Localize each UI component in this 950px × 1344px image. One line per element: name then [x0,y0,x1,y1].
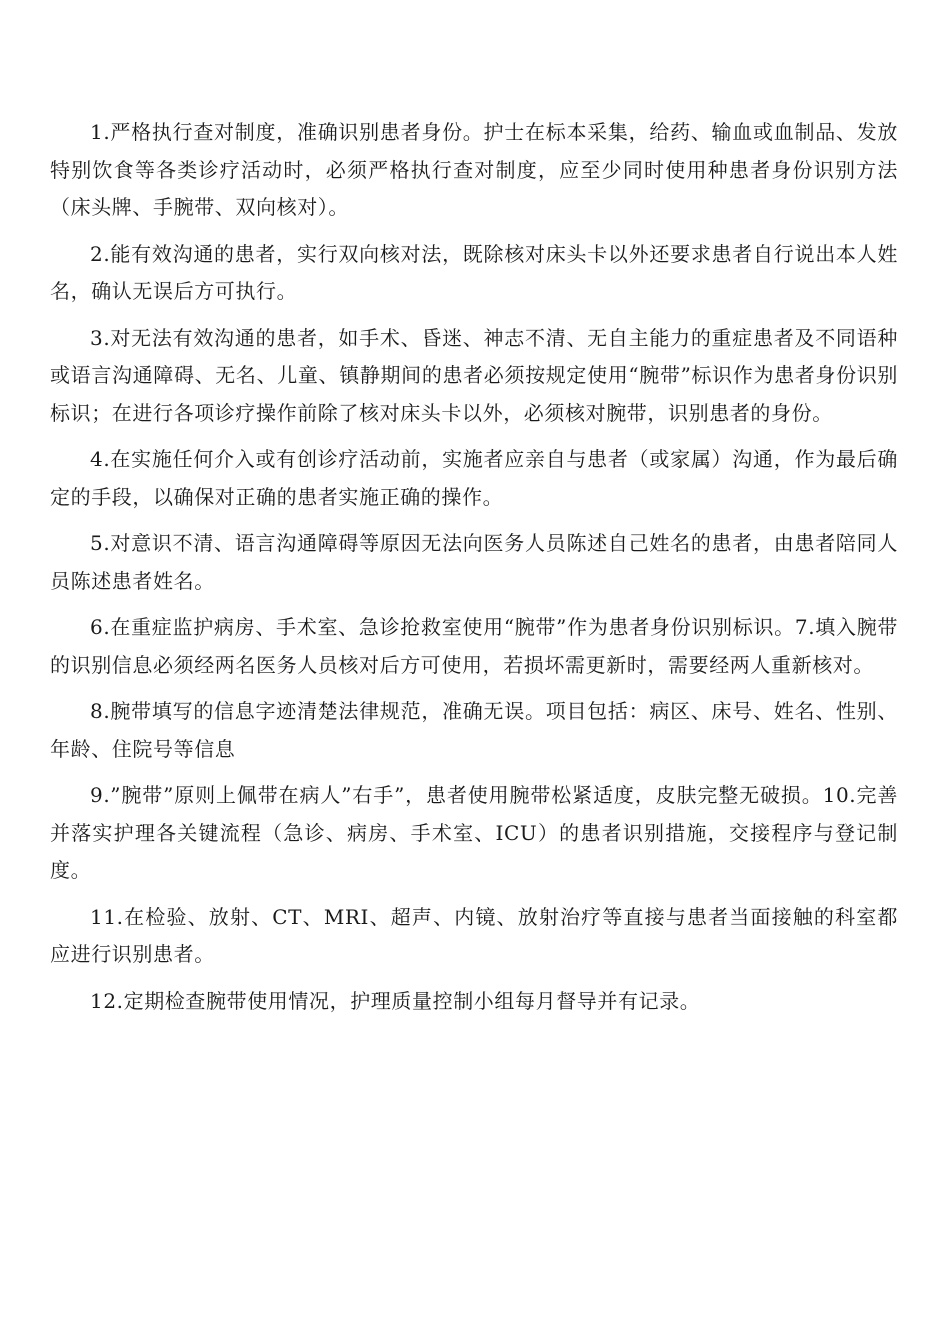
paragraph-3: 3.对无法有效沟通的患者，如手术、昏迷、神志不清、无自主能力的重症患者及不同语种或语言沟通障碍、无名、儿童、镇静期间的患者必须按规定使用“腕带”标识作为患者身份识别标识；在进行各项诊疗操作前除了核对床头卡以外，必须核对腕带，识别患者的身份。 [50,325,898,425]
paragraph-9: 11.在检验、放射、CT、MRI、超声、内镜、放射治疗等直接与患者当面接触的科室都应进行识别患者。 [50,904,898,966]
paragraph-5: 5.对意识不清、语言沟通障碍等原因无法向医务人员陈述自己姓名的患者，由患者陪同人员陈述患者姓名。 [50,531,898,593]
document-body [50,114,898,1029]
paragraph-1: 1.严格执行查对制度，准确识别患者身份。护士在标本采集，给药、输血或血制品、发放特别饮食等各类诊疗活动时，必须严格执行查对制度，应至少同时使用种患者身份识别方法（床头牌、手腕带、双向核对）。 [50,120,898,219]
paragraph-6: 6.在重症监护病房、手术室、急诊抢救室使用“腕带”作为患者身份识别标识。7.填入腕带的识别信息必须经两名医务人员核对后方可使用，若损坏需更新时，需要经两人重新核对。 [50,615,898,677]
paragraph-7: 8.腕带填写的信息字迹清楚法律规范，准确无误。项目包括：病区、床号、姓名、性别、年龄、住院号等信息 [50,699,898,761]
paragraph-10: 12.定期检查腕带使用情况，护理质量控制小组每月督导并有记录。 [90,988,701,1013]
paragraph-2: 2.能有效沟通的患者，实行双向核对法，既除核对床头卡以外还要求患者自行说出本人姓名，确认无误后方可执行。 [50,241,898,303]
paragraph-4: 4.在实施任何介入或有创诊疗活动前，实施者应亲自与患者（或家属）沟通，作为最后确定的手段，以确保对正确的患者实施正确的操作。 [50,447,898,509]
paragraph-8: 9.”腕带”原则上佩带在病人”右手”，患者使用腕带松紧适度，皮肤完整无破损。10.完善并落实护理各关键流程（急诊、病房、手术室、ICU）的患者识别措施，交接程序与登记制度。 [50,783,898,882]
